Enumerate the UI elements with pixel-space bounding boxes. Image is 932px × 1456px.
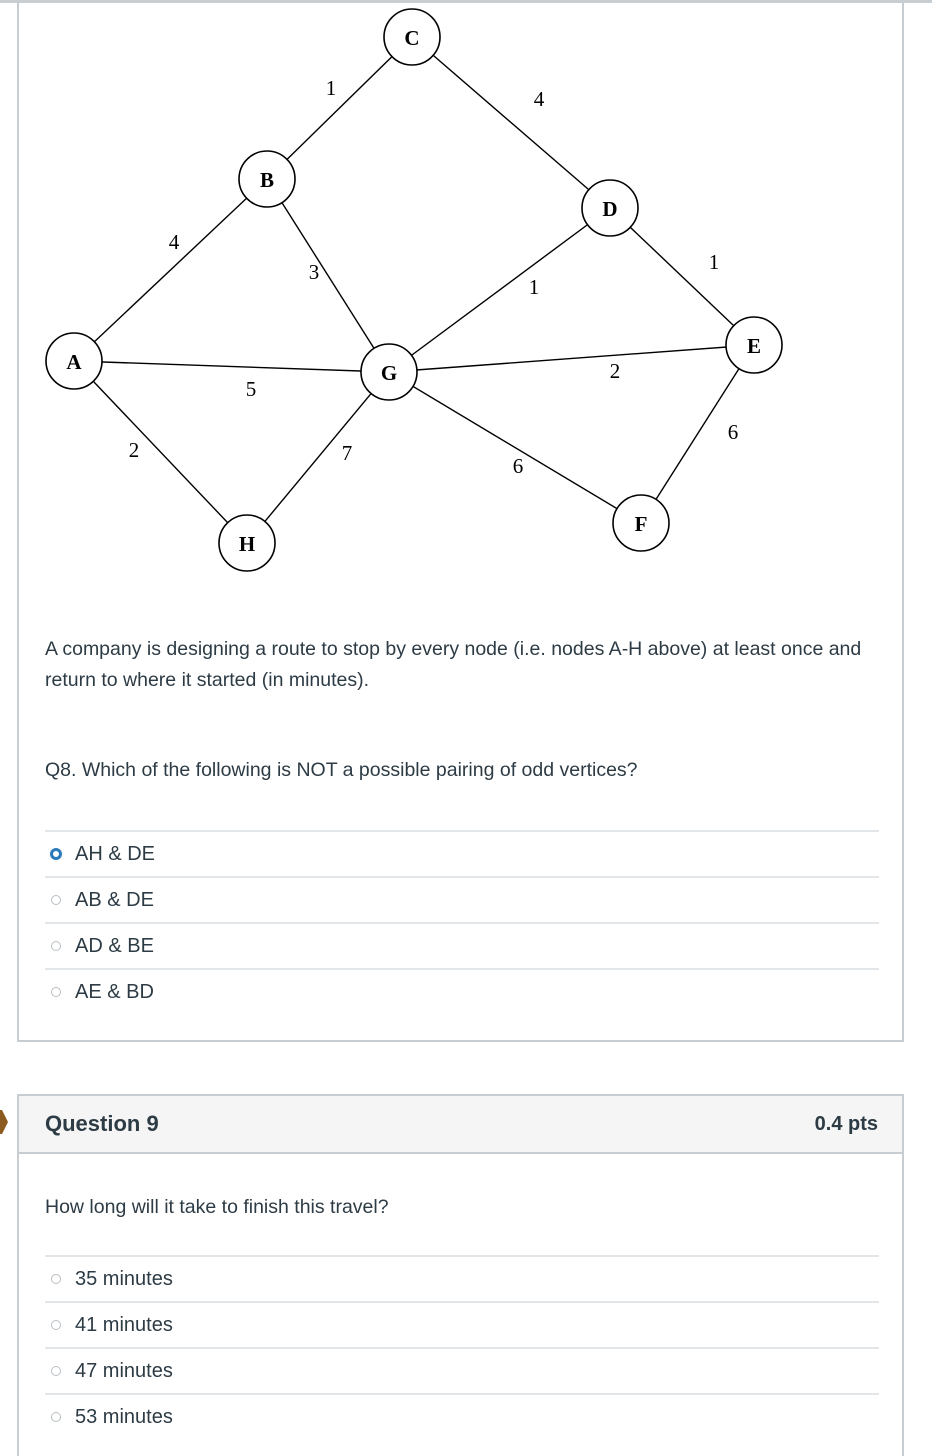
- question-8-intro: A company is designing a route to stop by every node (i.e. nodes A-H above) at least once and return to where it started (in minutes).: [45, 638, 862, 691]
- question-9-points: 0.4 pts: [814, 1112, 878, 1135]
- node-label: A: [66, 350, 82, 374]
- answer-label: 53 minutes: [75, 1405, 173, 1428]
- question-9-title: Question 9: [45, 1111, 159, 1136]
- edge-weight-ef: 6: [727, 420, 739, 444]
- network-graph: [19, 0, 902, 600]
- edge-weight-bg: 3: [308, 260, 320, 284]
- question-8-prompt: Q8. Which of the following is NOT a possible pairing of odd vertices?: [45, 759, 638, 781]
- edge-bg: [267, 179, 389, 372]
- answer-option[interactable]: [45, 968, 879, 1014]
- edge-weight-gh: 7: [341, 441, 353, 465]
- radio-button-selected[interactable]: [50, 848, 62, 860]
- edge-cd: [412, 37, 610, 208]
- node-label: D: [602, 197, 618, 221]
- edge-ge: [389, 345, 754, 372]
- node-c: [384, 9, 440, 65]
- node-label: G: [380, 361, 398, 385]
- edge-weight-ab: 4: [168, 230, 180, 254]
- radio-button[interactable]: [51, 1274, 61, 1284]
- node-label: H: [238, 532, 256, 556]
- question-9-card: [17, 1094, 904, 1456]
- edge-ab: [74, 179, 267, 361]
- edge-weight-gf: 6: [512, 454, 524, 478]
- question-9-header: [19, 1096, 902, 1154]
- answer-option[interactable]: [45, 1393, 879, 1439]
- answer-label: AD & BE: [75, 934, 154, 957]
- edge-weight-cd: 4: [533, 87, 545, 111]
- radio-button[interactable]: [51, 895, 61, 905]
- question-8-card: [17, 0, 904, 1042]
- answer-label: AH & DE: [75, 842, 156, 865]
- edge-gh: [247, 372, 389, 543]
- answer-option[interactable]: [45, 830, 879, 876]
- answer-label: AB & DE: [75, 888, 154, 911]
- edge-de: [610, 208, 754, 345]
- edge-weight-ag: 5: [245, 377, 257, 401]
- radio-button[interactable]: [51, 1320, 61, 1330]
- radio-button[interactable]: [51, 941, 61, 951]
- edge-weight-ah: 2: [128, 438, 140, 462]
- node-label: B: [259, 168, 275, 192]
- node-e: [726, 317, 782, 373]
- edge-weight-de: 1: [708, 250, 720, 274]
- edge-ag: [74, 361, 389, 372]
- node-g: [361, 344, 417, 400]
- edge-weight-ge: 2: [609, 359, 621, 383]
- node-label: F: [634, 512, 648, 536]
- edge-weight-bc: 1: [325, 76, 337, 100]
- edge-ah: [74, 361, 247, 543]
- question-9-answers: [45, 1255, 879, 1439]
- node-a: [46, 333, 102, 389]
- answer-label: 47 minutes: [75, 1359, 173, 1382]
- question-flag-icon[interactable]: [0, 1110, 8, 1134]
- edge-dg: [389, 208, 610, 372]
- question-8-answers: [45, 830, 879, 1014]
- node-d: [582, 180, 638, 236]
- edge-bc: [267, 37, 412, 179]
- node-label: C: [404, 26, 420, 50]
- node-f: [613, 495, 669, 551]
- answer-label: 41 minutes: [75, 1313, 173, 1336]
- answer-option[interactable]: [45, 876, 879, 922]
- question-9-prompt: How long will it take to finish this travel?: [45, 1196, 389, 1218]
- answer-option[interactable]: [45, 1255, 879, 1301]
- answer-label: AE & BD: [75, 980, 154, 1003]
- edge-gf: [389, 372, 641, 523]
- answer-label: 35 minutes: [75, 1267, 173, 1290]
- radio-button[interactable]: [51, 1366, 61, 1376]
- radio-button[interactable]: [51, 1412, 61, 1422]
- node-label: E: [746, 334, 762, 358]
- answer-option[interactable]: [45, 1301, 879, 1347]
- node-b: [239, 151, 295, 207]
- radio-button[interactable]: [51, 987, 61, 997]
- answer-option[interactable]: [45, 922, 879, 968]
- edge-weight-dg: 1: [528, 275, 540, 299]
- answer-option[interactable]: [45, 1347, 879, 1393]
- node-h: [219, 515, 275, 571]
